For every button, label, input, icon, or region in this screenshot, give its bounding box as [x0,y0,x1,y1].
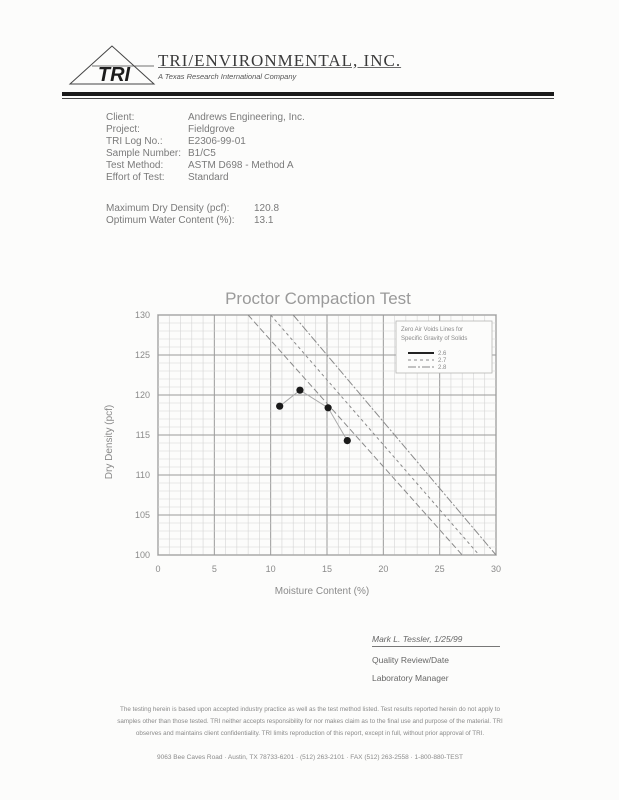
y-tick-label: 100 [134,550,150,560]
logo-text: TRI [97,64,131,86]
legend-entry: 2.8 [438,365,447,371]
x-tick-label: 0 [155,564,161,574]
legend-heading: Specific Gravity of Solids [401,336,468,342]
compaction-curve [280,390,348,440]
result-value: 13.1 [254,215,274,226]
y-tick-label: 105 [134,510,150,520]
y-tick-label: 120 [134,390,150,400]
info-value: Standard [188,172,229,183]
footer-address: 9063 Bee Caves Road · Austin, TX 78733-6201 · (512) 263-2101 · FAX (512) 263-2558 · 1-800-880-TEST [157,754,463,761]
chart-title: Proctor Compaction Test [225,289,411,308]
result-value: 120.8 [254,203,280,214]
data-point [325,404,332,411]
info-value: E2306-99-01 [188,136,246,147]
result-row-max-dry-density [106,203,279,215]
x-tick-label: 30 [490,564,502,574]
y-tick-label: 115 [135,430,150,440]
x-tick-label: 15 [321,564,333,574]
info-label: Sample Number: [106,148,182,159]
info-label: TRI Log No.: [106,136,163,147]
data-point [344,437,351,444]
result-row-optimum-water [106,215,279,227]
data-point [276,403,283,410]
signature-title: Quality Review/Date [372,655,450,665]
info-label: Test Method: [106,160,164,171]
tri-logo [66,44,158,86]
y-tick-label: 125 [134,350,150,360]
x-axis-label: Moisture Content (%) [274,586,370,597]
info-row-effort [106,172,305,184]
info-label: Effort of Test: [106,172,165,183]
result-label: Optimum Water Content (%): [106,215,235,226]
header-rule-thin [62,98,554,99]
header-rule [62,92,554,96]
info-row-project [106,124,305,136]
info-label: Client: [106,112,135,123]
signature-role: Laboratory Manager [372,673,449,683]
x-tick-label: 5 [211,564,217,574]
info-row-test-method [106,160,305,172]
y-tick-label: 130 [134,310,150,320]
company-tagline: A Texas Research International Company [158,72,297,81]
legend-heading: Zero Air Voids Lines for [401,327,464,333]
data-point [296,387,303,394]
info-value: B1/C5 [188,148,216,159]
signature-block [372,634,500,683]
y-axis-label: Dry Density (pcf) [104,404,115,480]
signature-line: Mark L. Tessler, 1/25/99 [372,634,500,647]
test-results [106,203,279,227]
info-value: Fieldgrove [188,124,235,135]
project-info [106,112,305,184]
info-row-client [106,112,305,124]
disclaimer-text: The testing herein is based upon accepted industry practice as well as the test method listed. Test results reported herein do not apply to samples other than those tested. TRI neither accepts responsibility for nor makes claim as to the final use and purpose of the material. TRI observes and maintains client confidentiality. TRI limits reproduction of this report, except in full, without prior approval of TRI. [117,706,503,737]
proctor-chart [96,280,516,600]
x-tick-label: 10 [265,564,276,574]
x-tick-label: 25 [434,564,445,574]
info-row-log-no [106,136,305,148]
x-tick-label: 20 [378,564,389,574]
result-label: Maximum Dry Density (pcf): [106,203,230,214]
info-row-sample-number [106,148,305,160]
info-value: ASTM D698 - Method A [188,160,294,171]
chart-legend [396,321,492,373]
info-value: Andrews Engineering, Inc. [188,112,305,123]
info-label: Project: [106,124,140,135]
y-tick-label: 110 [135,470,150,480]
company-name: TRI/ENVIRONMENTAL, INC. [158,51,402,70]
legend-entry: 2.6 [438,351,447,357]
legend-entry: 2.7 [438,358,447,364]
